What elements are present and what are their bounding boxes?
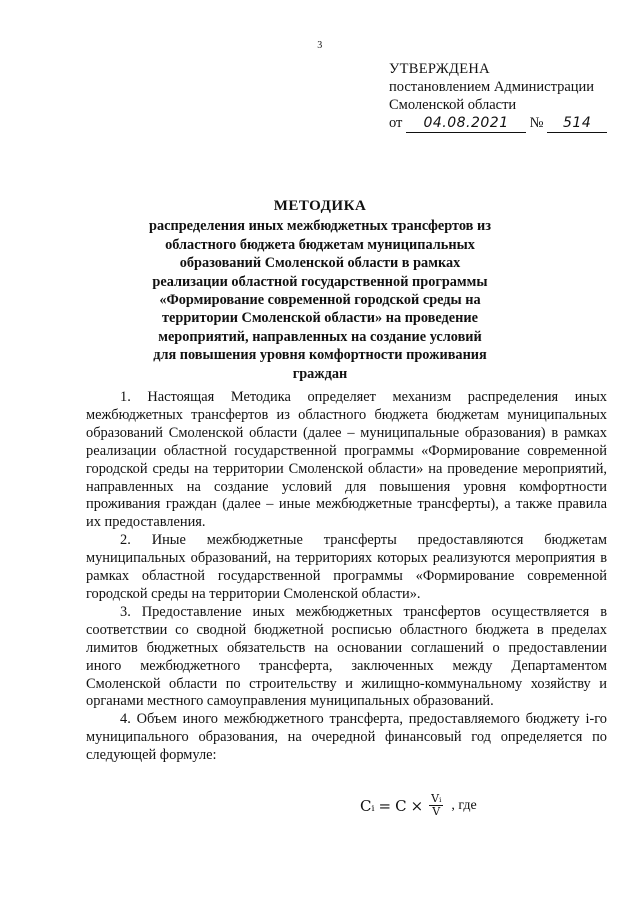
title-subtitle-line: образований Смоленской области в рамках bbox=[179, 255, 461, 272]
approval-status: УТВЕРЖДЕНА bbox=[389, 61, 490, 77]
formula-denominator: V bbox=[432, 805, 441, 818]
title-subtitle-line: граждан bbox=[292, 365, 348, 382]
approval-line-1: постановлением Администрации bbox=[389, 79, 595, 95]
title-subtitle-line: распределения иных межбюджетных трансфертов из bbox=[149, 218, 491, 235]
title-subtitle-line: территории Смоленской области» на проведение bbox=[162, 310, 478, 327]
paragraph-4: 4. Объем иного межбюджетного трансферта, предоставляемого бюджету i-го муниципального образования, на очередной финансовый год определяется по следующей формуле: bbox=[86, 711, 607, 764]
title-heading: МЕТОДИКА bbox=[273, 198, 367, 214]
title-subtitle-line: мероприятий, направленных на создание условий bbox=[158, 328, 482, 345]
formula bbox=[360, 793, 477, 818]
formula-suffix: , где bbox=[451, 797, 477, 813]
document-body bbox=[86, 389, 607, 765]
number-prefix: № bbox=[529, 115, 544, 131]
paragraph-3: 3. Предоставление иных межбюджетных трансфертов осуществляется в соответствии со сводной бюджетной росписью областного бюджета в пределах лимитов бюджетных обязательств на основании соглашений о предоставлении иного межбюджетного трансферта, заключенных между Департаментом Смоленской области по строительству и жилищно-коммунальному хозяйству и органами местного самоуправления муниципальных образований. bbox=[86, 603, 607, 710]
handwritten-number: 514 bbox=[547, 114, 607, 133]
page-number: 3 bbox=[317, 40, 323, 51]
document-title bbox=[130, 197, 510, 383]
date-prefix: от bbox=[389, 115, 403, 131]
formula-equals: = bbox=[378, 796, 392, 815]
formula-lhs: Cᵢ bbox=[360, 796, 375, 815]
formula-numerator: Vᵢ bbox=[431, 792, 442, 805]
paragraph-2: 2. Иные межбюджетные трансферты предоставляются бюджетам муниципальных образований, на территориях которых реализуются мероприятия в рамках областной государственной программы «Формирование современной городской среды на территории Смоленской области». bbox=[86, 532, 607, 602]
paragraph-1: 1. Настоящая Методика определяет механизм распределения иных межбюджетных трансфертов из областного бюджета бюджетам муниципальных образований Смоленской области (далее – муниципальные образования) в рамках реализации областной государственной программы «Формирование современной городской среды на территории Смоленской области» на проведение мероприятий, направленных на создание условий для повышения уровня комфортности проживания граждан (далее – иные межбюджетные трансферты), а также правила их предоставления. bbox=[86, 389, 607, 531]
approval-block bbox=[389, 60, 609, 133]
title-subtitle-line: для повышения уровня комфортности проживания bbox=[153, 347, 487, 364]
title-subtitle-line: реализации областной государственной программы bbox=[152, 273, 488, 290]
approval-line-2: Смоленской области bbox=[389, 97, 517, 113]
title-subtitle-line: «Формирование современной городской среды на bbox=[159, 292, 481, 309]
approval-date-row bbox=[389, 114, 609, 133]
handwritten-date: 04.08.2021 bbox=[406, 114, 526, 133]
formula-times: × bbox=[410, 796, 424, 815]
formula-factor: C bbox=[395, 796, 407, 815]
title-subtitle-line: областного бюджета бюджетам муниципальных bbox=[165, 236, 475, 253]
formula-fraction bbox=[429, 793, 443, 818]
